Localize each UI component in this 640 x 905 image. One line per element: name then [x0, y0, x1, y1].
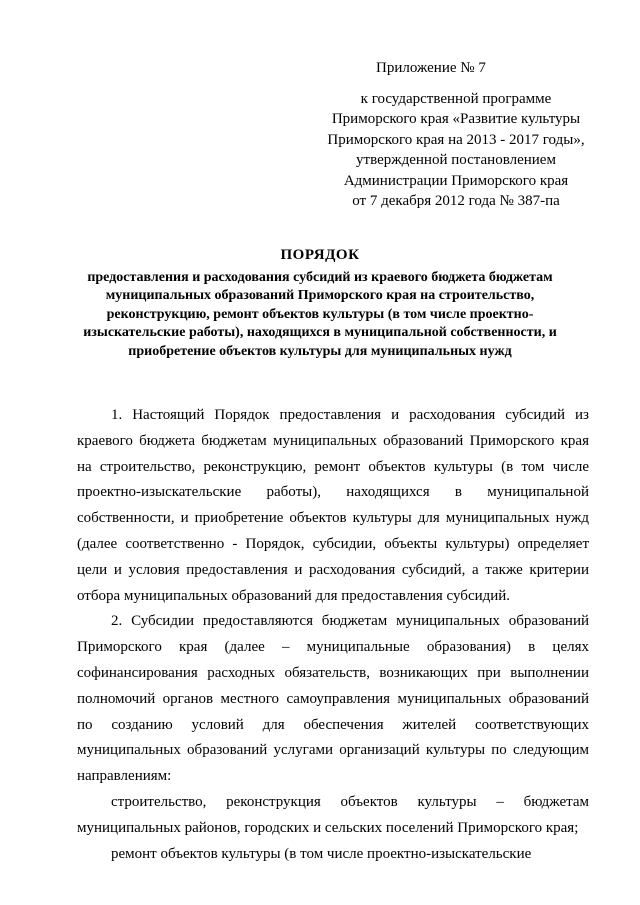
subtitle-line: предоставления и расходования субсидий из краевого бюджета бюджетам — [87, 270, 553, 285]
appendix-line: Приморского края на 2013 - 2017 годы», — [327, 131, 585, 148]
body-paragraph: 1. Настоящий Порядок предоставления и расходования субсидий из краевого бюджета бюджетам муниципальных образований Приморского края на строительство, реконструкцию, ремонт объектов культуры (в том числе проектно-изыскательские работы), находящихся в муниципальной собственности, и приобретение объектов культуры для муниципальных нужд (далее соответственно - Порядок, субсидии, объекты культуры) определяет цели и условия предоставления и расходования субсидий, а также критерии отбора муниципальных образований для предоставления субсидий. — [77, 407, 589, 604]
body-paragraph: строительство, реконструкция объектов культуры – бюджетам муниципальных районов, городских и сельских поселений Приморского края; — [77, 793, 589, 836]
document-subtitle — [62, 269, 578, 361]
appendix-line: к государственной программе — [360, 90, 552, 107]
subtitle-line: изыскательские работы), находящихся в муниципальной собственности, и — [83, 325, 557, 341]
document-title: ПОРЯДОК — [280, 247, 360, 263]
appendix-block — [306, 58, 606, 212]
subtitle-line: муниципальных образований Приморского края на строительство, — [105, 288, 535, 304]
appendix-line: от 7 декабря 2012 года № 387-па — [352, 193, 560, 209]
subtitle-line: реконструкцию, ремонт объектов культуры (в том числе проектно- — [106, 306, 534, 322]
appendix-line: утвержденной постановлением — [356, 152, 556, 168]
document-body — [77, 403, 589, 867]
appendix-line: Администрации Приморского края — [343, 172, 569, 189]
appendix-title: Приложение № 7 — [376, 60, 486, 76]
appendix-line: Приморского края «Развитие культуры — [331, 111, 581, 127]
body-paragraph: ремонт объектов культуры (в том числе проектно-изыскательские — [111, 845, 532, 862]
subtitle-line: приобретение объектов культуры для муниципальных нужд — [128, 343, 512, 359]
body-paragraph: 2. Субсидии предоставляются бюджетам муниципальных образований Приморского края (далее – муниципальные образования) в целях софинансирования расходных обязательств, возникающих при выполнении полномочий органов местного самоуправления муниципальных образований по созданию условий для обеспечения жителей соответствующих муниципальных образований услугами организаций культуры по следующим направлениям: — [77, 613, 589, 785]
